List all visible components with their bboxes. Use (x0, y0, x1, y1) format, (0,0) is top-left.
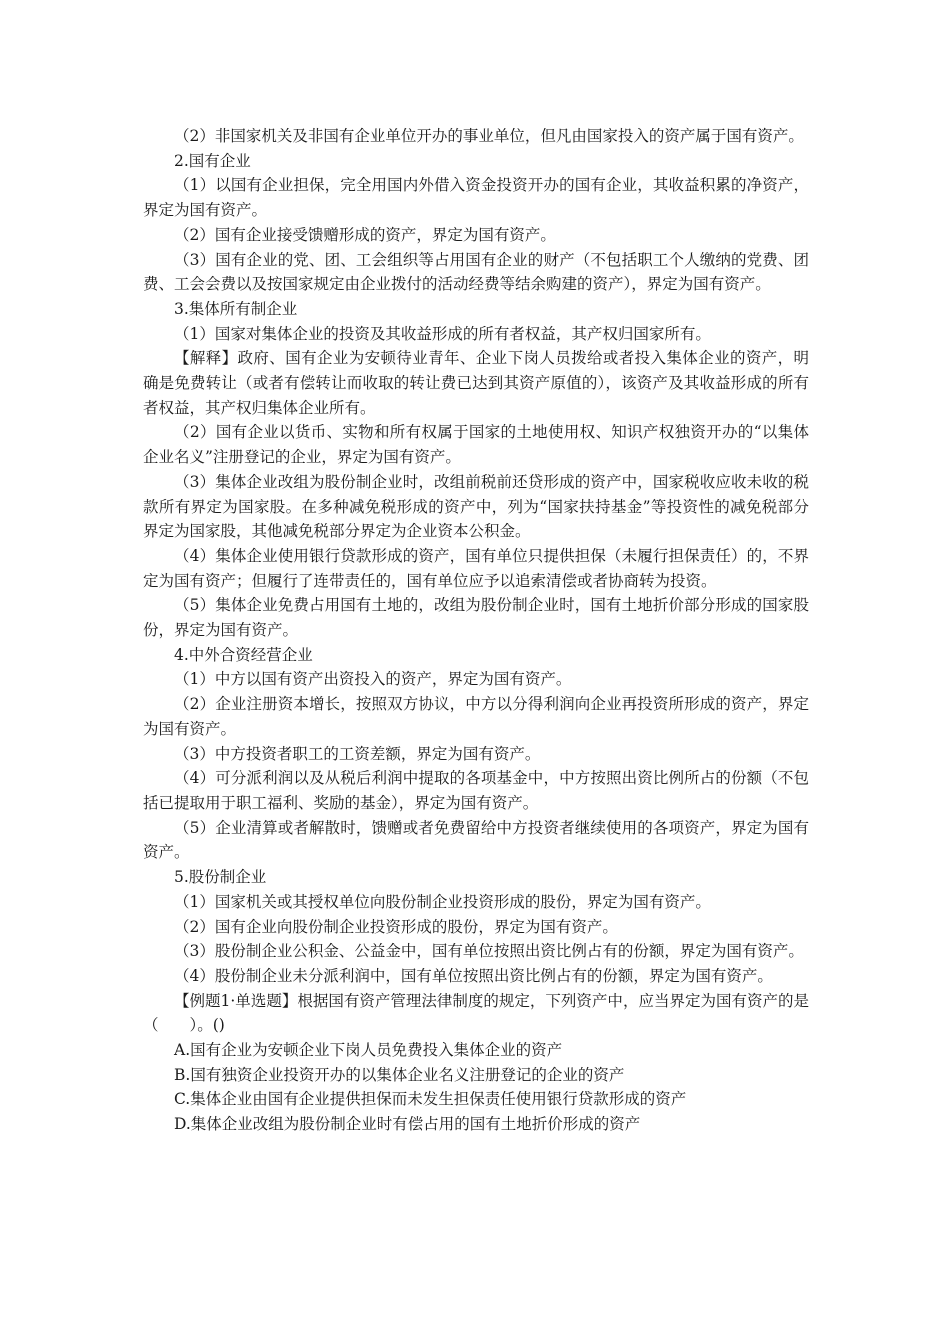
example-question: 【例题1·单选题】根据国有资产管理法律制度的规定，下列资产中，应当界定为国有资产的是（ ）。() (143, 991, 809, 1035)
paragraph: （1）国家对集体企业的投资及其收益形成的所有者权益，其产权归国家所有。 (174, 324, 711, 343)
paragraph: （3）国有企业的党、团、工会组织等占用国有企业的财产（不包括职工个人缴纳的党费、团费、工会会费以及按国家规定由企业拨付的活动经费等结余购建的资产），界定为国有资产。 (143, 250, 809, 294)
section-heading: 5.股份制企业 (174, 868, 267, 887)
paragraph: （1）以国有企业担保，完全用国内外借入资金投资开办的国有企业，其收益积累的净资产，界定为国有资产。 (143, 176, 809, 220)
paragraph: （4）股份制企业未分派利润中，国有单位按照出资比例占有的份额，界定为国有资产。 (174, 966, 773, 985)
answer-option-d: D.集体企业改组为股份制企业时有偿占用的国有土地折价形成的资产 (174, 1115, 641, 1134)
paragraph: （4）可分派利润以及从税后利润中提取的各项基金中，中方按照出资比例所占的份额（不包括已提取用于职工福利、奖励的基金），界定为国有资产。 (143, 769, 809, 812)
paragraph: （3）中方投资者职工的工资差额，界定为国有资产。 (174, 744, 541, 763)
paragraph: （2）国有企业向股份制企业投资形成的股份，界定为国有资产。 (174, 917, 618, 936)
answer-option-a: A.国有企业为安顿企业下岗人员免费投入集体企业的资产 (174, 1041, 563, 1060)
answer-option-c: C.集体企业由国有企业提供担保而未发生担保责任使用银行贷款形成的资产 (174, 1090, 687, 1109)
paragraph: （1）国家机关或其授权单位向股份制企业投资形成的股份，界定为国有资产。 (174, 892, 711, 911)
section-heading: 4.中外合资经营企业 (174, 645, 313, 664)
paragraph: （3）股份制企业公积金、公益金中，国有单位按照出资比例占有的份额，界定为国有资产。 (174, 942, 804, 961)
paragraph: （5）集体企业免费占用国有土地的，改组为股份制企业时，国有土地折价部分形成的国家股份，界定为国有资产。 (143, 596, 809, 640)
paragraph: （2）国有企业以货币、实物和所有权属于国家的土地使用权、知识产权独资开办的“以集体企业名义”注册登记的企业，界定为国有资产。 (143, 423, 809, 467)
paragraph: （2）国有企业接受馈赠形成的资产，界定为国有资产。 (174, 225, 556, 244)
paragraph: （2）企业注册资本增长，按照双方协议，中方以分得利润向企业再投资所形成的资产，界定为国有资产。 (143, 695, 809, 738)
section-heading: 3.集体所有制企业 (174, 299, 298, 318)
paragraph: （4）集体企业使用银行贷款形成的资产，国有单位只提供担保（未履行担保责任）的，不界定为国有资产；但履行了连带责任的，国有单位应予以追索清偿或者协商转为投资。 (143, 546, 809, 590)
paragraph: （2）非国家机关及非国有企业单位开办的事业单位，但凡由国家投入的资产属于国有资产。 (174, 127, 804, 145)
document-body (143, 124, 809, 1137)
section-heading: 2.国有企业 (174, 151, 251, 170)
paragraph: （3）集体企业改组为股份制企业时，改组前税前还贷形成的资产中，国家税收应收未收的税款所有界定为国家股。在多种减免税形成的资产中，列为“国家扶持基金”等投资性的减免税部分界定为国家股，其他减免税部分界定为企业资本公积金。 (143, 472, 809, 541)
paragraph: （1）中方以国有资产出资投入的资产，界定为国有资产。 (174, 670, 572, 689)
paragraph: （5）企业清算或者解散时，馈赠或者免费留给中方投资者继续使用的各项资产，界定为国有资产。 (143, 818, 809, 862)
explanation-paragraph: 【解释】政府、国有企业为安顿待业青年、企业下岗人员拨给或者投入集体企业的资产，明确是免费转让（或者有偿转让而收取的转让费已达到其资产原值的），该资产及其收益形成的所有者权益，其产权归集体企业所有。 (143, 349, 809, 417)
answer-option-b: B.国有独资企业投资开办的以集体企业名义注册登记的企业的资产 (174, 1065, 625, 1084)
